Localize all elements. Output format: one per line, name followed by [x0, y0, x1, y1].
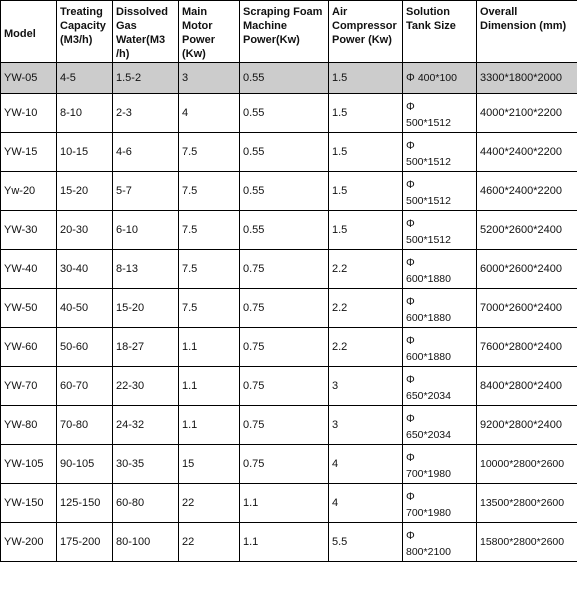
header-scraping: Scraping Foam Machine Power(Kw): [240, 1, 329, 63]
cell-motor: 3: [179, 63, 240, 94]
tank-dimension: 600*1880: [406, 351, 451, 363]
cell-capacity: 50-60: [57, 328, 113, 367]
cell-scraping: 0.55: [240, 211, 329, 250]
table-row: [1, 406, 577, 445]
phi-symbol: Φ: [406, 71, 415, 84]
cell-scraping: 1.1: [240, 484, 329, 523]
header-dimension: Overall Dimension (mm): [477, 1, 577, 63]
cell-scraping: 0.75: [240, 250, 329, 289]
phi-symbol: Φ: [406, 413, 415, 425]
cell-model: YW-70: [1, 367, 57, 406]
cell-tank: [403, 523, 477, 562]
cell-air: 4: [329, 445, 403, 484]
cell-air: 1.5: [329, 211, 403, 250]
tank-dimension: 500*1512: [406, 234, 451, 246]
cell-air: 2.2: [329, 250, 403, 289]
table-row: [1, 328, 577, 367]
cell-capacity: 125-150: [57, 484, 113, 523]
cell-capacity: 4-5: [57, 63, 113, 94]
phi-symbol: Φ: [406, 335, 415, 347]
cell-capacity: 20-30: [57, 211, 113, 250]
cell-motor: 7.5: [179, 289, 240, 328]
cell-air: 3: [329, 406, 403, 445]
tank-dimension: 500*1512: [406, 195, 451, 207]
cell-air: 2.2: [329, 328, 403, 367]
cell-scraping: 0.55: [240, 133, 329, 172]
cell-capacity: 10-15: [57, 133, 113, 172]
cell-dimension: 6000*2600*2400: [477, 250, 577, 289]
phi-symbol: Φ: [406, 452, 415, 464]
cell-capacity: 70-80: [57, 406, 113, 445]
table-row: [1, 484, 577, 523]
cell-scraping: 0.75: [240, 289, 329, 328]
cell-dimension: 4600*2400*2200: [477, 172, 577, 211]
cell-gas-water: 22-30: [113, 367, 179, 406]
header-air: Air Compressor Power (Kw): [329, 1, 403, 63]
cell-dimension: 5200*2600*2400: [477, 211, 577, 250]
cell-model: YW-80: [1, 406, 57, 445]
cell-scraping: 0.55: [240, 94, 329, 133]
cell-tank: [403, 172, 477, 211]
cell-air: 1.5: [329, 63, 403, 94]
header-gas-water: Dissolved Gas Water(M3 /h): [113, 1, 179, 63]
phi-symbol: Φ: [406, 179, 415, 191]
cell-gas-water: 24-32: [113, 406, 179, 445]
cell-model: YW-10: [1, 94, 57, 133]
cell-motor: 4: [179, 94, 240, 133]
phi-symbol: Φ: [406, 530, 415, 542]
phi-symbol: Φ: [406, 140, 415, 152]
cell-model: YW-05: [1, 63, 57, 94]
cell-dimension: 8400*2800*2400: [477, 367, 577, 406]
cell-gas-water: 5-7: [113, 172, 179, 211]
tank-dimension: 650*2034: [406, 429, 451, 441]
cell-air: 4: [329, 484, 403, 523]
header-capacity: Treating Capacity (M3/h): [57, 1, 113, 63]
phi-symbol: Φ: [406, 296, 415, 308]
tank-dimension: 400*100: [417, 71, 457, 84]
cell-motor: 7.5: [179, 133, 240, 172]
table-row: [1, 172, 577, 211]
cell-air: 3: [329, 367, 403, 406]
cell-air: 1.5: [329, 172, 403, 211]
table-body: [1, 63, 577, 562]
cell-tank: [403, 211, 477, 250]
cell-scraping: 0.75: [240, 367, 329, 406]
cell-motor: 7.5: [179, 250, 240, 289]
table-row: [1, 523, 577, 562]
cell-dimension: 13500*2800*2600: [477, 484, 577, 523]
cell-gas-water: 30-35: [113, 445, 179, 484]
cell-motor: 1.1: [179, 367, 240, 406]
cell-model: YW-60: [1, 328, 57, 367]
table-row: [1, 211, 577, 250]
cell-tank: [403, 94, 477, 133]
cell-motor: 7.5: [179, 172, 240, 211]
cell-tank: [403, 250, 477, 289]
cell-gas-water: 1.5-2: [113, 63, 179, 94]
cell-dimension: 4400*2400*2200: [477, 133, 577, 172]
header-tank: Solution Tank Size: [403, 1, 477, 63]
table-row: [1, 445, 577, 484]
cell-model: YW-150: [1, 484, 57, 523]
cell-capacity: 175-200: [57, 523, 113, 562]
cell-air: 5.5: [329, 523, 403, 562]
cell-motor: 1.1: [179, 328, 240, 367]
cell-model: YW-50: [1, 289, 57, 328]
header-motor: Main Motor Power (Kw): [179, 1, 240, 63]
cell-dimension: 9200*2800*2400: [477, 406, 577, 445]
cell-air: 1.5: [329, 94, 403, 133]
cell-capacity: 8-10: [57, 94, 113, 133]
phi-symbol: Φ: [406, 374, 415, 386]
cell-scraping: 1.1: [240, 523, 329, 562]
cell-capacity: 90-105: [57, 445, 113, 484]
cell-air: 2.2: [329, 289, 403, 328]
cell-motor: 15: [179, 445, 240, 484]
tank-dimension: 500*1512: [406, 156, 451, 168]
cell-gas-water: 6-10: [113, 211, 179, 250]
cell-model: YW-40: [1, 250, 57, 289]
cell-scraping: 0.75: [240, 406, 329, 445]
cell-tank: [403, 133, 477, 172]
table-row: [1, 63, 577, 94]
cell-dimension: 15800*2800*2600: [477, 523, 577, 562]
tank-dimension: 500*1512: [406, 117, 451, 129]
cell-capacity: 60-70: [57, 367, 113, 406]
phi-symbol: Φ: [406, 218, 415, 230]
tank-dimension: 600*1880: [406, 312, 451, 324]
cell-scraping: 0.75: [240, 445, 329, 484]
cell-scraping: 0.75: [240, 328, 329, 367]
cell-tank: [403, 406, 477, 445]
cell-capacity: 30-40: [57, 250, 113, 289]
table-row: [1, 133, 577, 172]
tank-dimension: 800*2100: [406, 546, 451, 558]
cell-model: YW-105: [1, 445, 57, 484]
table-row: [1, 367, 577, 406]
tank-dimension: 650*2034: [406, 390, 451, 402]
cell-motor: 22: [179, 523, 240, 562]
cell-dimension: 10000*2800*2600: [477, 445, 577, 484]
cell-gas-water: 4-6: [113, 133, 179, 172]
cell-dimension: 4000*2100*2200: [477, 94, 577, 133]
cell-gas-water: 15-20: [113, 289, 179, 328]
cell-scraping: 0.55: [240, 172, 329, 211]
cell-gas-water: 80-100: [113, 523, 179, 562]
cell-air: 1.5: [329, 133, 403, 172]
tank-dimension: 700*1980: [406, 507, 451, 519]
cell-tank: [403, 445, 477, 484]
table-row: [1, 94, 577, 133]
cell-motor: 7.5: [179, 211, 240, 250]
cell-gas-water: 18-27: [113, 328, 179, 367]
cell-capacity: 40-50: [57, 289, 113, 328]
cell-gas-water: 8-13: [113, 250, 179, 289]
table-row: [1, 289, 577, 328]
cell-tank: [403, 63, 477, 94]
cell-capacity: 15-20: [57, 172, 113, 211]
header-row: [1, 1, 577, 63]
cell-tank: [403, 484, 477, 523]
cell-dimension: 7600*2800*2400: [477, 328, 577, 367]
cell-gas-water: 60-80: [113, 484, 179, 523]
cell-dimension: 7000*2600*2400: [477, 289, 577, 328]
cell-model: YW-200: [1, 523, 57, 562]
phi-symbol: Φ: [406, 491, 415, 503]
phi-symbol: Φ: [406, 257, 415, 269]
table-row: [1, 250, 577, 289]
cell-model: Yw-20: [1, 172, 57, 211]
cell-motor: 22: [179, 484, 240, 523]
tank-dimension: 600*1880: [406, 273, 451, 285]
header-model: Model: [1, 1, 57, 63]
tank-dimension: 700*1980: [406, 468, 451, 480]
cell-tank: [403, 289, 477, 328]
cell-gas-water: 2-3: [113, 94, 179, 133]
cell-motor: 1.1: [179, 406, 240, 445]
phi-symbol: Φ: [406, 101, 415, 113]
cell-dimension: 3300*1800*2000: [477, 63, 577, 94]
cell-model: YW-30: [1, 211, 57, 250]
cell-model: YW-15: [1, 133, 57, 172]
cell-tank: [403, 328, 477, 367]
cell-tank: [403, 367, 477, 406]
cell-scraping: 0.55: [240, 63, 329, 94]
